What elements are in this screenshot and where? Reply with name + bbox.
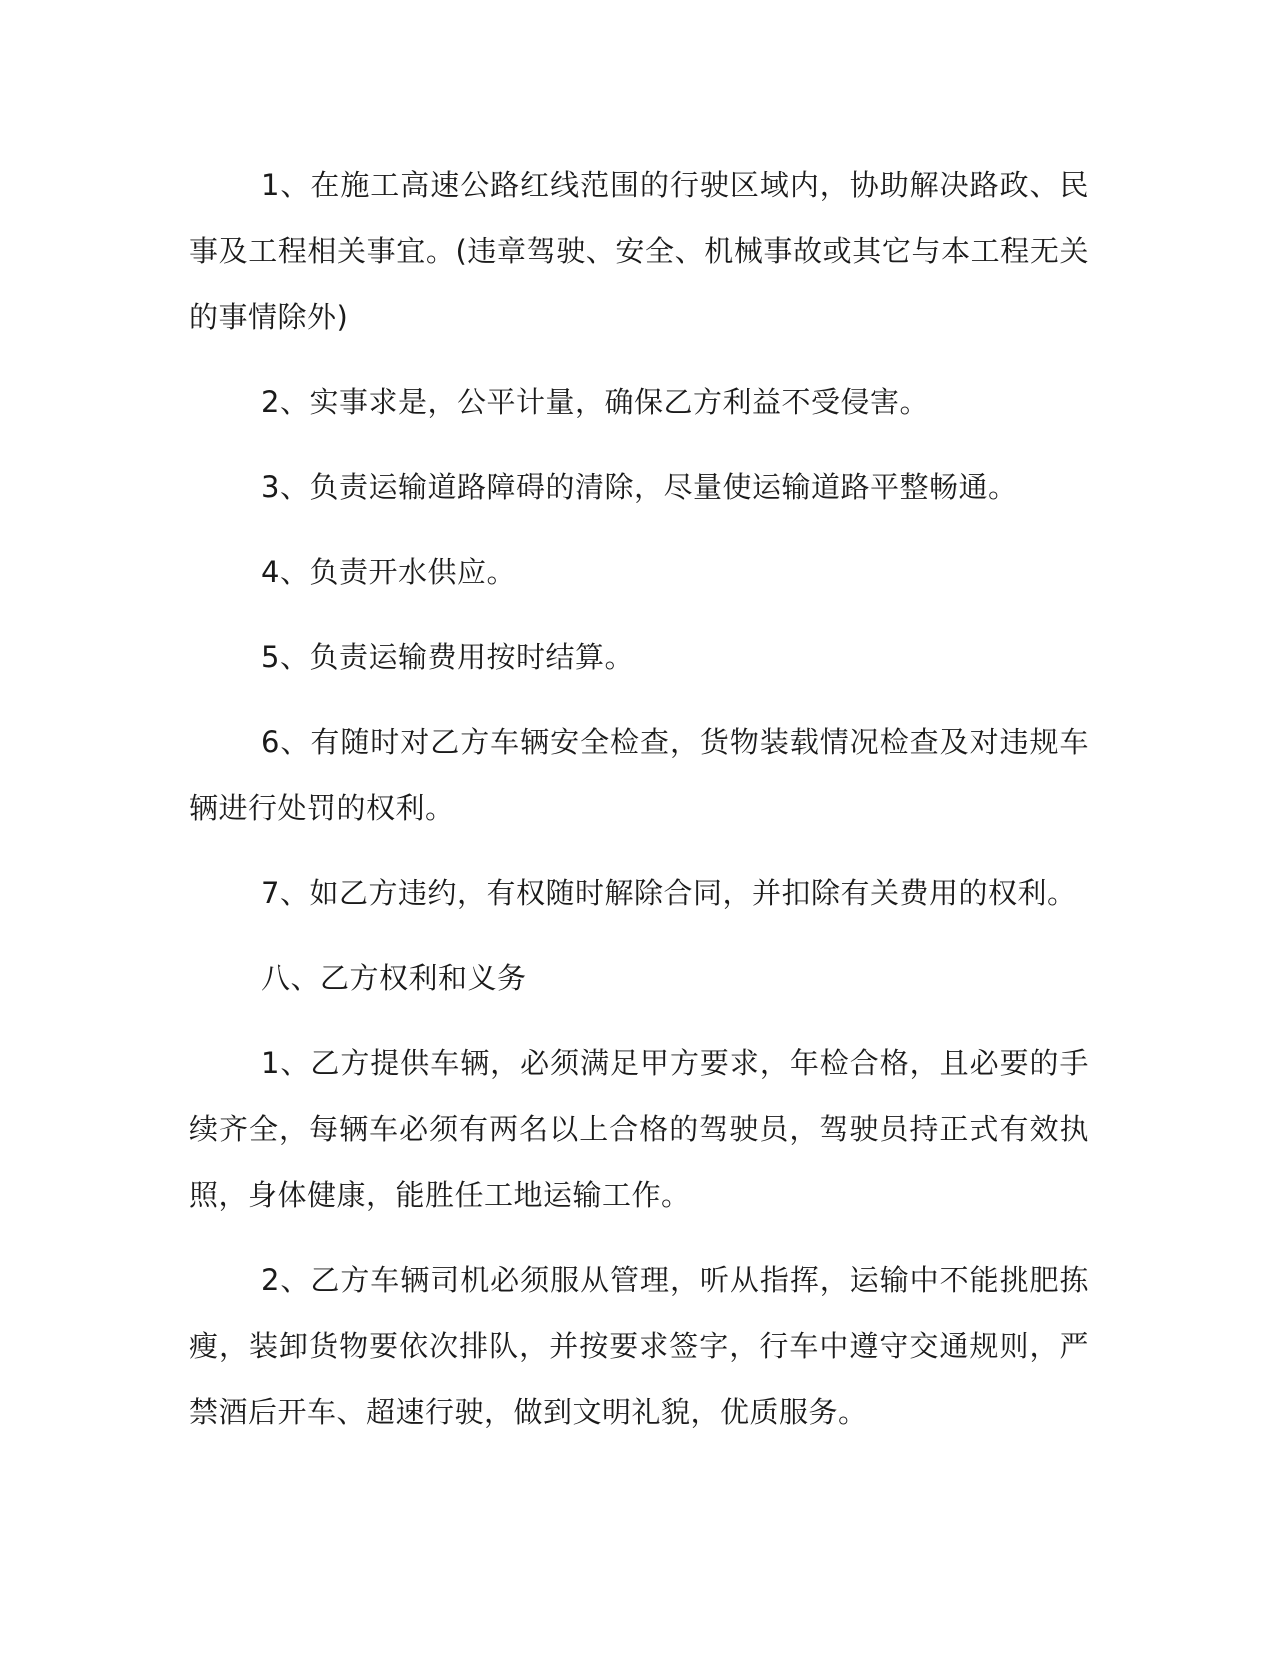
section-heading-party-b: 八、乙方权利和义务 bbox=[261, 961, 527, 995]
paragraph-party-a-duty-2: 2、实事求是，公平计量，确保乙方利益不受侵害。 bbox=[261, 385, 929, 419]
paragraph-party-b-duty-1: 1、乙方提供车辆，必须满足甲方要求，年检合格，且必要的手续齐全，每辆车必须有两名以上合格的驾驶员，驾驶员持正式有效执照，身体健康，能胜任工地运输工作。 bbox=[189, 1046, 1089, 1212]
paragraph-party-a-duty-1: 1、在施工高速公路红线范围的行驶区域内，协助解决路政、民事及工程相关事宜。(违章驾驶、安全、机械事故或其它与本工程无关的事情除外) bbox=[189, 168, 1089, 334]
paragraph-party-a-duty-3: 3、负责运输道路障碍的清除，尽量使运输道路平整畅通。 bbox=[261, 470, 1018, 504]
paragraph-party-a-duty-4: 4、负责开水供应。 bbox=[261, 555, 516, 589]
document-body bbox=[189, 152, 1089, 1464]
paragraph-party-a-duty-5: 5、负责运输费用按时结算。 bbox=[261, 640, 634, 674]
paragraph-party-b-duty-2: 2、乙方车辆司机必须服从管理，听从指挥，运输中不能挑肥拣瘦，装卸货物要依次排队，并按要求签字，行车中遵守交通规则，严禁酒后开车、超速行驶，做到文明礼貌，优质服务。 bbox=[189, 1263, 1089, 1429]
paragraph-party-a-duty-6: 6、有随时对乙方车辆安全检查，货物装载情况检查及对违规车辆进行处罚的权利。 bbox=[189, 725, 1089, 825]
paragraph-party-a-duty-7: 7、如乙方违约，有权随时解除合同，并扣除有关费用的权利。 bbox=[261, 876, 1077, 910]
